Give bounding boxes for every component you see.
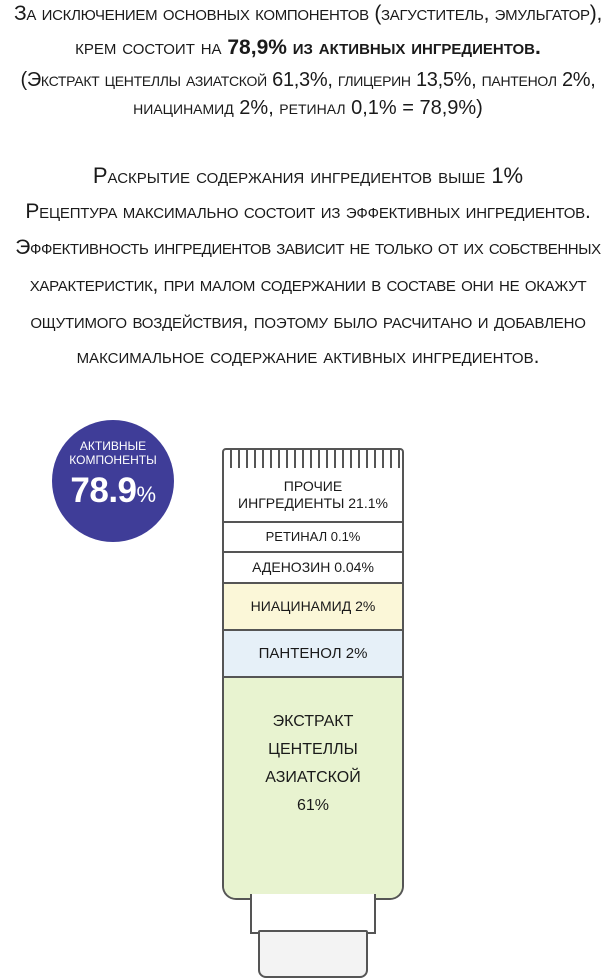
badge-value bbox=[52, 471, 174, 511]
tube-crimp-top bbox=[222, 448, 404, 470]
segment-adenosine bbox=[224, 553, 402, 584]
segment-label: АДЕНОЗИН 0.04% bbox=[252, 559, 374, 575]
badge-label-line-1: АКТИВНЫЕ bbox=[79, 439, 147, 453]
section-paragraph-line: Эффективность ингредиентов зависит не только от их собственных bbox=[15, 236, 601, 259]
segment-other-ingredients bbox=[224, 468, 402, 523]
segment-label: ПАНТЕНОЛ 2% bbox=[258, 645, 368, 662]
tube-cap bbox=[258, 930, 368, 978]
segment-label: РЕТИНАЛ 0.1% bbox=[265, 529, 361, 544]
segment-label: ЦЕНТЕЛЛЫ bbox=[268, 741, 358, 758]
segment-centella-extract bbox=[224, 678, 402, 900]
intro-line-4: ниацинамид 2%, ретинал 0,1% = 78,9%) bbox=[133, 97, 483, 119]
intro-line-1: За исключением основных компонентов (загуститель, эмульгатор), bbox=[14, 2, 602, 25]
segment-label: НИАЦИНАМИД 2% bbox=[250, 598, 376, 614]
segment-niacinamide bbox=[224, 584, 402, 631]
cream-tube-illustration bbox=[218, 448, 408, 978]
badge-label bbox=[52, 439, 174, 467]
segment-label: ЭКСТРАКТ bbox=[272, 713, 354, 730]
active-components-badge bbox=[52, 420, 174, 542]
segment-label: 61% bbox=[296, 797, 330, 814]
intro-line-2-highlight: 78,9% из активных ингредиентов. bbox=[227, 36, 541, 59]
section-paragraph-line: ощутимого воздействия, поэтому было расчитано и добавлено bbox=[30, 310, 586, 333]
intro-line-2-text: крем состоит на bbox=[75, 36, 228, 59]
section-paragraph-line: Рецептура максимально состоит из эффективных ингредиентов. bbox=[25, 200, 591, 223]
intro-line-2 bbox=[0, 36, 616, 60]
badge-label-line-2: КОМПОНЕНТЫ bbox=[69, 453, 157, 467]
section-heading: Раскрытие содержания ингредиентов выше 1% bbox=[92, 163, 524, 188]
segment-retinal bbox=[224, 523, 402, 553]
badge-value-unit: % bbox=[136, 482, 156, 507]
section-paragraph-line: максимальное содержание активных ингредиентов. bbox=[76, 345, 540, 368]
badge-value-number: 78.9 bbox=[70, 471, 137, 510]
segment-label: ИНГРЕДИЕНТЫ 21.1% bbox=[238, 495, 388, 511]
segment-label: ПРОЧИЕ bbox=[283, 478, 343, 494]
segment-panthenol bbox=[224, 631, 402, 678]
tube-neck bbox=[250, 894, 376, 934]
section-paragraph-line: характеристик, при малом содержании в составе они не окажут bbox=[29, 273, 587, 296]
segment-label: АЗИАТСКОЙ bbox=[265, 769, 361, 786]
tube-body bbox=[222, 468, 404, 900]
intro-line-3: (Экстракт центеллы азиатской 61,3%, глицерин 13,5%, пантенол 2%, bbox=[20, 69, 596, 91]
